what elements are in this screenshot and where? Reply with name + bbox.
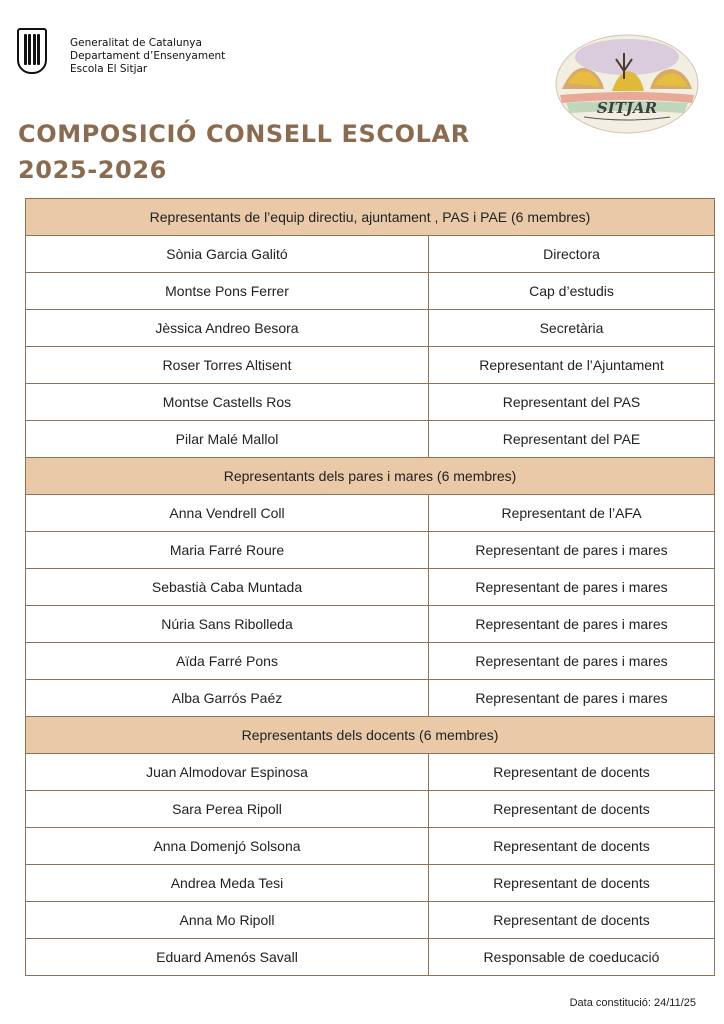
council-table — [25, 198, 715, 976]
member-role: Representant de docents — [429, 865, 715, 902]
section-heading: Representants dels pares i mares (6 membres) — [26, 458, 715, 495]
member-row — [26, 606, 715, 643]
member-role: Representant de pares i mares — [429, 532, 715, 569]
member-name: Núria Sans Ribolleda — [26, 606, 429, 643]
member-role: Representant de pares i mares — [429, 569, 715, 606]
member-name: Juan Almodovar Espinosa — [26, 754, 429, 791]
member-name: Andrea Meda Tesi — [26, 865, 429, 902]
council-table-body — [26, 199, 715, 976]
member-role: Representant de l’Ajuntament — [429, 347, 715, 384]
member-row — [26, 347, 715, 384]
member-name: Sara Perea Ripoll — [26, 791, 429, 828]
section-heading: Representants dels docents (6 membres) — [26, 717, 715, 754]
member-role: Responsable de coeducació — [429, 939, 715, 976]
member-name: Anna Domenjó Solsona — [26, 828, 429, 865]
section-heading: Representants de l’equip directiu, ajuntament , PAS i PAE (6 membres) — [26, 199, 715, 236]
member-role: Cap d’estudis — [429, 273, 715, 310]
member-row — [26, 791, 715, 828]
member-role: Representant de l’AFA — [429, 495, 715, 532]
section-header-row — [26, 199, 715, 236]
org-name: Generalitat de Catalunya — [70, 37, 202, 49]
member-role: Representant de docents — [429, 828, 715, 865]
school-logo — [554, 33, 700, 135]
member-row — [26, 273, 715, 310]
member-row — [26, 495, 715, 532]
member-name: Eduard Amenós Savall — [26, 939, 429, 976]
member-row — [26, 421, 715, 458]
member-role: Representant del PAS — [429, 384, 715, 421]
member-name: Maria Farré Roure — [26, 532, 429, 569]
member-name: Anna Vendrell Coll — [26, 495, 429, 532]
member-row — [26, 680, 715, 717]
member-role: Representant de docents — [429, 754, 715, 791]
member-name: Pilar Malé Mallol — [26, 421, 429, 458]
member-name: Alba Garrós Paéz — [26, 680, 429, 717]
member-name: Anna Mo Ripoll — [26, 902, 429, 939]
school-logo-text: SITJAR — [596, 99, 658, 117]
member-role: Representant de pares i mares — [429, 606, 715, 643]
member-role: Representant de docents — [429, 791, 715, 828]
member-row — [26, 902, 715, 939]
member-role: Representant del PAE — [429, 421, 715, 458]
school-name: Escola El Sitjar — [70, 63, 148, 75]
member-row — [26, 532, 715, 569]
header — [17, 28, 225, 76]
member-row — [26, 236, 715, 273]
member-name: Sònia Garcia Galitó — [26, 236, 429, 273]
member-name: Jèssica Andreo Besora — [26, 310, 429, 347]
member-row — [26, 828, 715, 865]
page-title-line1: COMPOSICIÓ CONSELL ESCOLAR — [18, 120, 470, 148]
member-name: Roser Torres Altisent — [26, 347, 429, 384]
member-row — [26, 569, 715, 606]
page-title — [18, 116, 470, 188]
member-name: Sebastià Caba Muntada — [26, 569, 429, 606]
member-role: Representant de pares i mares — [429, 680, 715, 717]
member-row — [26, 865, 715, 902]
member-role: Representant de docents — [429, 902, 715, 939]
member-row — [26, 384, 715, 421]
department-name: Departament d’Ensenyament — [70, 50, 226, 62]
organization-block — [70, 37, 225, 76]
member-row — [26, 310, 715, 347]
member-row — [26, 939, 715, 976]
member-name: Montse Castells Ros — [26, 384, 429, 421]
member-row — [26, 754, 715, 791]
member-role: Representant de pares i mares — [429, 643, 715, 680]
member-role: Directora — [429, 236, 715, 273]
section-header-row — [26, 458, 715, 495]
generalitat-logo-icon — [17, 28, 47, 74]
page-title-year: 2025-2026 — [18, 156, 167, 184]
section-header-row — [26, 717, 715, 754]
constitution-date: Data constitució: 24/11/25 — [569, 997, 696, 1009]
member-name: Montse Pons Ferrer — [26, 273, 429, 310]
member-row — [26, 643, 715, 680]
member-name: Aïda Farré Pons — [26, 643, 429, 680]
member-role: Secretària — [429, 310, 715, 347]
